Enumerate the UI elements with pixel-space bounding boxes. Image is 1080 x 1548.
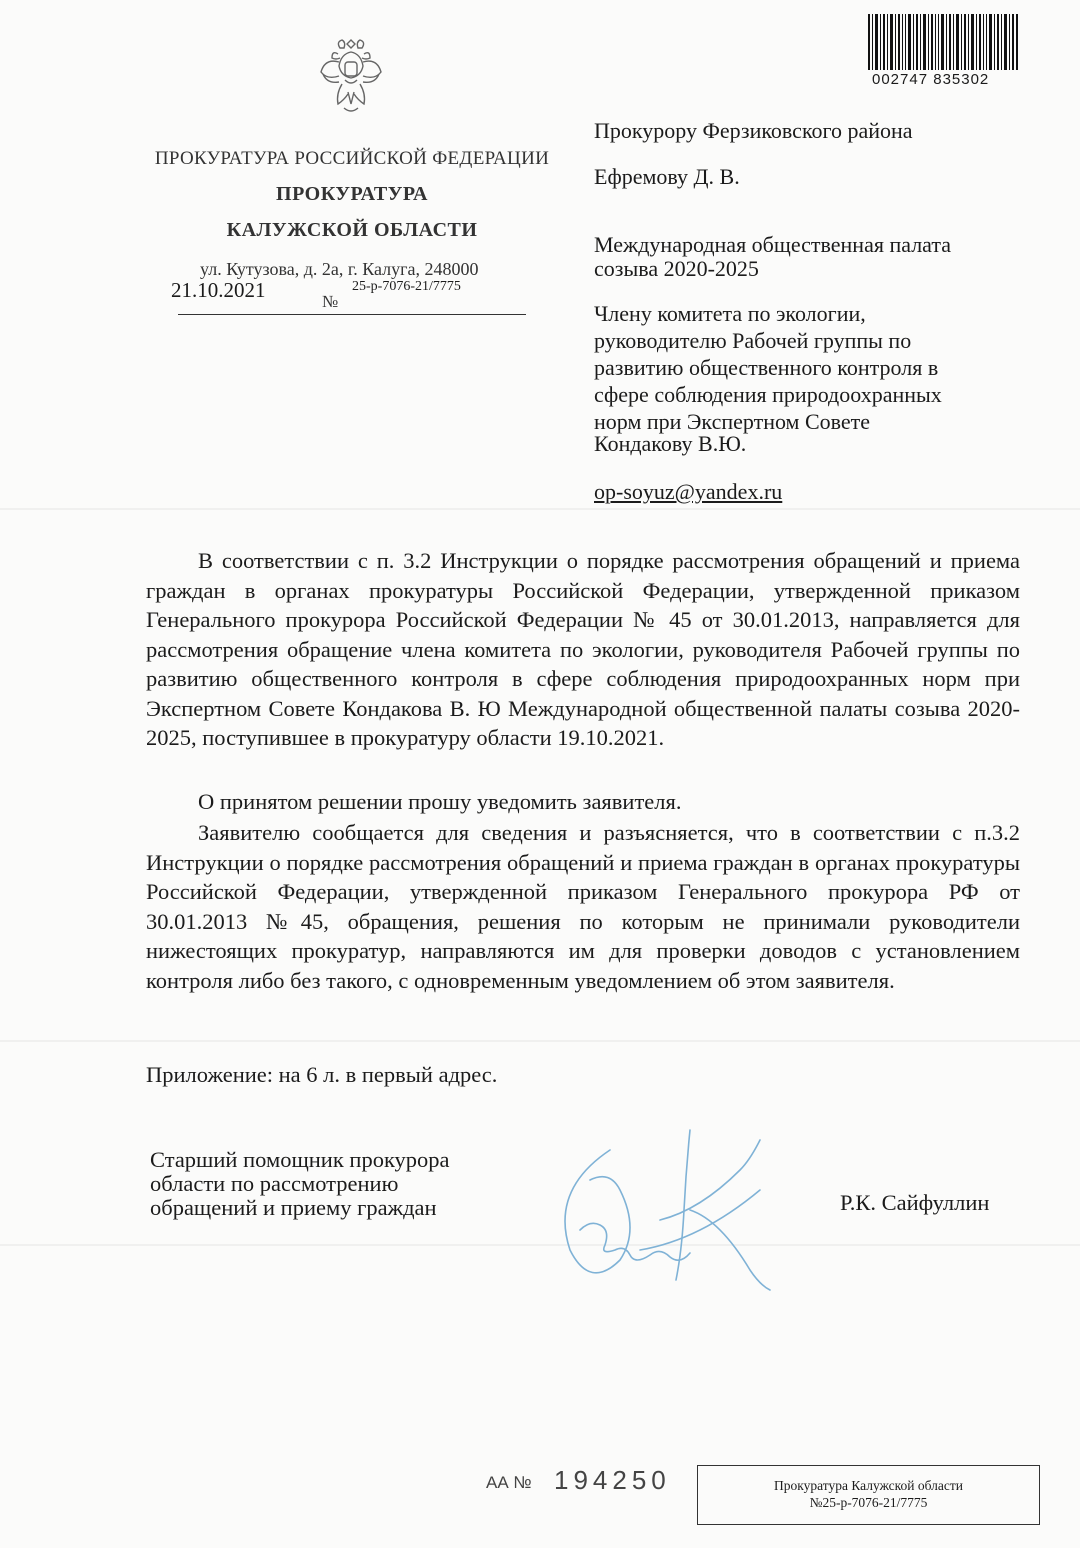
signer-name: Р.К. Сайфуллин — [840, 1190, 990, 1215]
signer-position — [150, 1148, 450, 1220]
signer-position-line: Старший помощник прокурора — [150, 1147, 450, 1172]
recipient-2-org-term: созыва 2020-2025 — [594, 256, 759, 281]
recipient-1-name: Ефремову Д. В. — [594, 164, 740, 189]
org-name-federal: ПРОКУРАТУРА РОССИЙСКОЙ ФЕДЕРАЦИИ — [154, 148, 550, 169]
recipient-3-line: развитию общественного контроля в — [594, 355, 939, 380]
barcode-number: 002747 835302 — [872, 71, 990, 88]
body-paragraph-2: О принятом решении прошу уведомить заявителя. — [198, 789, 682, 814]
stamp-line-number: №25-р-7076-21/7775 — [809, 1495, 928, 1510]
recipient-3-name: Кондакову В.Ю. — [594, 431, 747, 456]
document-number-sign: № — [322, 292, 339, 311]
org-name-prokuratura: ПРОКУРАТУРА — [276, 183, 428, 205]
form-series-number: 194250 — [554, 1465, 671, 1495]
registration-stamp — [697, 1465, 1040, 1525]
recipient-3-line: руководителю Рабочей группы по — [594, 328, 912, 353]
barcode-icon — [868, 14, 1018, 70]
recipient-3-line: норм при Экспертном Совете — [594, 409, 871, 434]
handwritten-signature-icon — [540, 1120, 780, 1300]
document-date: 21.10.2021 — [171, 278, 266, 302]
recipient-1-title: Прокурору Ферзиковского района — [594, 118, 913, 143]
form-series-label: АА № — [486, 1473, 532, 1492]
org-address: ул. Кутузова, д. 2а, г. Калуга, 248000 — [200, 259, 479, 279]
signer-position-line: обращений и приему граждан — [150, 1195, 437, 1220]
body-paragraph-1: В соответствии с п. 3.2 Инструкции о порядке рассмотрения обращений и приема граждан в органах прокуратуры Российской Федерации, утвержденной приказом Генерального прокурора Российской Федерации № 45 от 30.01.2013, направляется для рассмотрения обращение члена комитета по экологии, руководителя Рабочей группы по развитию общественного контроля в сфере соблюдения природоохранных норм при Экспертном Совете Кондакова В. Ю Международной общественной палаты созыва 2020-2025, поступившее в прокуратуру области 19.10.2021. — [146, 548, 1020, 750]
recipient-3-line: Члену комитета по экологии, — [594, 301, 866, 326]
recipient-email-link[interactable]: op-soyuz@yandex.ru — [594, 479, 783, 504]
coat-of-arms-icon — [318, 34, 384, 116]
scan-artifact — [0, 508, 1080, 510]
recipient-3-line: сфере соблюдения природоохранных — [594, 382, 942, 407]
recipient-2-org: Международная общественная палата — [594, 232, 952, 257]
attachment-note: Приложение: на 6 л. в первый адрес. — [146, 1062, 498, 1087]
body-paragraph-3: Заявителю сообщается для сведения и разъясняется, что в соответствии с п.3.2 Инструкции о порядке рассмотрения обращений и приема граждан в органах прокуратуры Российской Федерации, утвержденной приказом Генерального прокурора РФ от 30.01.2013 №45, обращения, решения по которым не принимали руководители нижестоящих прокуратур, направляются им для проверки доводов с установлением контроля либо без такого, с одновременным уведомлением об этом заявителя. — [146, 820, 1020, 993]
document-number: 25-р-7076-21/7775 — [352, 279, 461, 294]
date-number-underline — [178, 314, 526, 315]
org-name-region: КАЛУЖСКОЙ ОБЛАСТИ — [226, 219, 478, 241]
recipient-3-position — [594, 300, 1034, 435]
scan-artifact — [0, 1040, 1080, 1042]
stamp-line-org: Прокуратура Калужской области — [773, 1478, 964, 1493]
signer-position-line: области по рассмотрению — [150, 1171, 399, 1196]
